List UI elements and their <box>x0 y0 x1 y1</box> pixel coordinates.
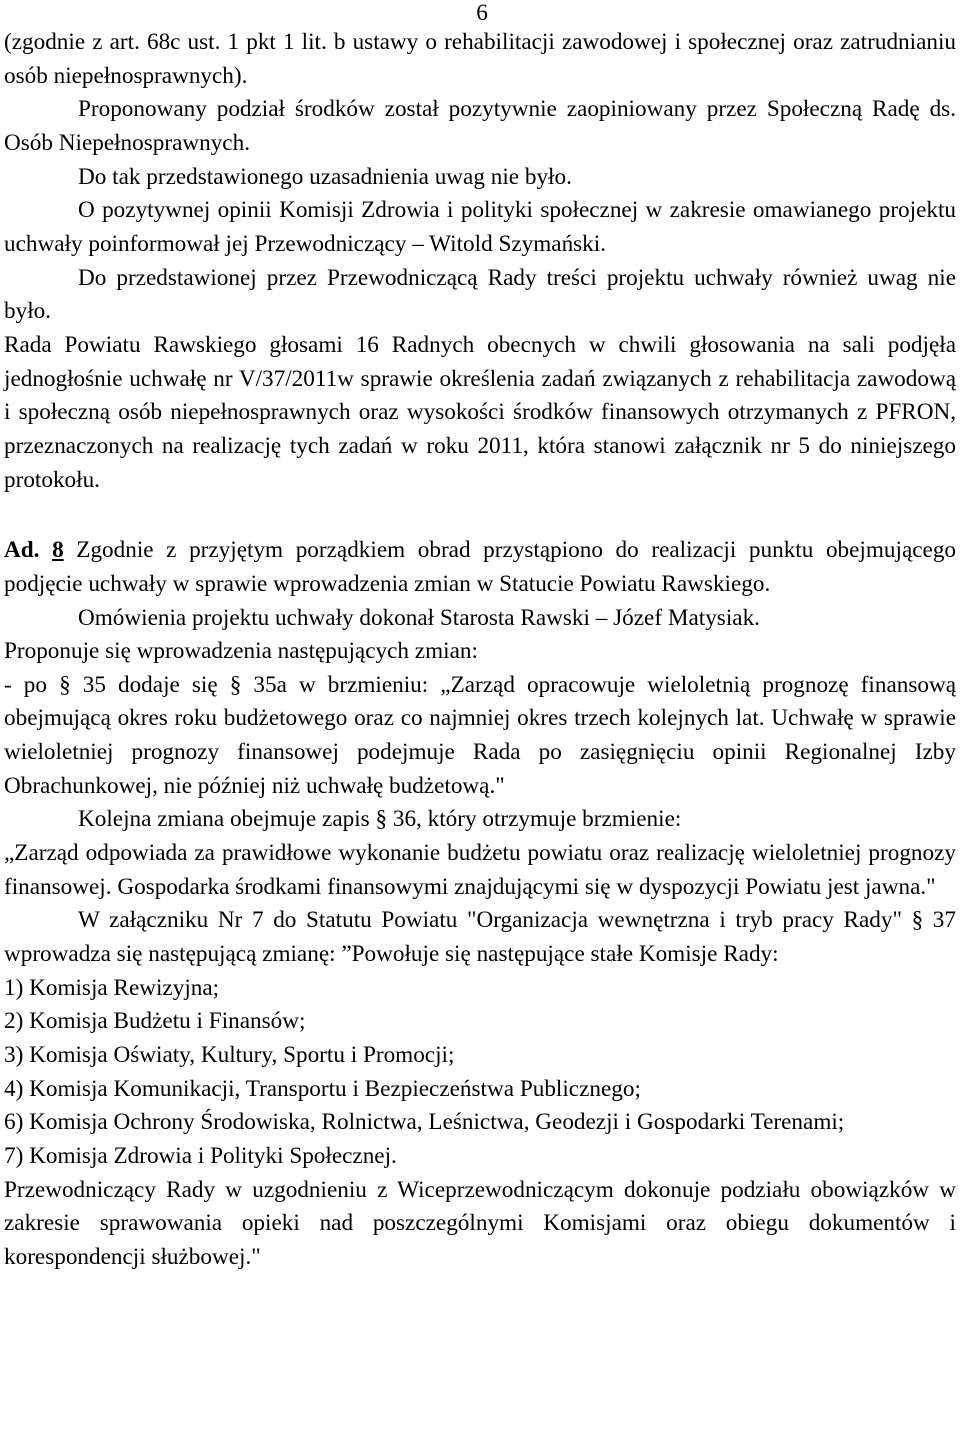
document-page <box>4 0 956 1275</box>
paragraph-amendment-36-intro: Kolejna zmiana obejmuje zapis § 36, który otrzymuje brzmienie: <box>78 806 682 833</box>
paragraph-closing: Przewodniczący Rady w uzgodnieniu z Wiceprzewodniczącym dokonuje podziału obowiązków w zakresie sprawowania opieki nad poszczególnymi Komisjami oraz obiegu dokumentów i korespondencji służbowej." <box>4 1176 956 1270</box>
agenda-item-8 <box>4 534 956 601</box>
paragraph-proposal-intro: Proponuje się wprowadzenia następujących zmian: <box>4 638 478 665</box>
paragraph-no-remarks: Do tak przedstawionego uzasadnienia uwag nie było. <box>78 163 572 190</box>
agenda-item-number: 8 <box>52 537 64 564</box>
paragraph-no-remarks-2: Do przedstawionej przez Przewodniczącą Rady treści projektu uchwały również uwag nie było. <box>4 264 956 325</box>
list-item: 7) Komisja Zdrowia i Polityki Społecznej. <box>4 1143 397 1169</box>
list-item: 2) Komisja Budżetu i Finansów; <box>4 1008 306 1035</box>
section-gap <box>4 497 956 534</box>
paragraph-starosta: Omówienia projektu uchwały dokonał Starosta Rawski – Józef Matysiak. <box>78 604 760 631</box>
paragraph-resolution-vote: Rada Powiatu Rawskiego głosami 16 Radnych obecnych w chwili głosowania na sali podjęła jednogłośnie uchwałę nr V/37/2011w sprawie określenia zadań związanych z rehabilitacja zawodową i społeczną osób niepełnosprawnych oraz wysokości środków finansowych otrzymanych z PFRON, przeznaczonych na realizację tych zadań w roku 2011, która stanowi załącznik nr 5 do niniejszego protokołu. <box>4 331 956 493</box>
paragraph-health-committee: O pozytywnej opinii Komisji Zdrowia i polityki społecznej w zakresie omawianego projektu uchwały poinformował jej Przewodniczący – Witold Szymański. <box>4 197 956 257</box>
paragraph-amendment-35a: - po § 35 dodaje się § 35a w brzmieniu: „Zarząd opracowuje wieloletnią prognozę finansową obejmującą okres roku budżetowego oraz co najmniej okres trzech kolejnych lat. Uchwałę w sprawie wieloletniej prognozy finansowej podejmuje Rada po zasięgnięciu opinii Regionalnej Izby Obrachunkowej, nie później niż uchwałę budżetową." <box>4 671 956 799</box>
paragraph-appendix-7: W załączniku Nr 7 do Statutu Powiatu "Organizacja wewnętrzna i tryb pracy Rady" § 37 wprowadza się następującą zmianę: ”Powołuje się następujące stałe Komisje Rady: <box>4 907 956 968</box>
list-item: 6) Komisja Ochrony Środowiska, Rolnictwa, Leśnictwa, Geodezji i Gospodarki Terenami; <box>4 1109 845 1136</box>
paragraph-amendment-36: „Zarząd odpowiada za prawidłowe wykonanie budżetu powiatu oraz realizację wieloletniej prognozy finansowej. Gospodarka środkami finansowymi znajdującymi się w dyspozycji Powiatu jest jawna." <box>4 840 956 900</box>
agenda-item-label: Ad. <box>4 537 40 564</box>
list-item: 1) Komisja Rewizyjna; <box>4 974 220 1001</box>
paragraph-opinion-council: Proponowany podział środków został pozytywnie zaopiniowany przez Społeczną Radę ds. Osób Niepełnosprawnych. <box>4 96 956 156</box>
list-item: 4) Komisja Komunikacji, Transportu i Bezpieczeństwa Publicznego; <box>4 1075 641 1102</box>
page-number: 6 <box>476 0 488 26</box>
agenda-item-text: Zgodnie z przyjętym porządkiem obrad przystąpiono do realizacji punktu obejmującego podjęcie uchwały w sprawie wprowadzenia zmian w Statucie Powiatu Rawskiego. <box>4 537 957 597</box>
paragraph-legal-basis: (zgodnie z art. 68c ust. 1 pkt 1 lit. b ustawy o rehabilitacji zawodowej i społecznej oraz zatrudnianiu osób niepełnosprawnych). <box>4 29 956 89</box>
list-item: 3) Komisja Oświaty, Kultury, Sportu i Promocji; <box>4 1042 455 1069</box>
